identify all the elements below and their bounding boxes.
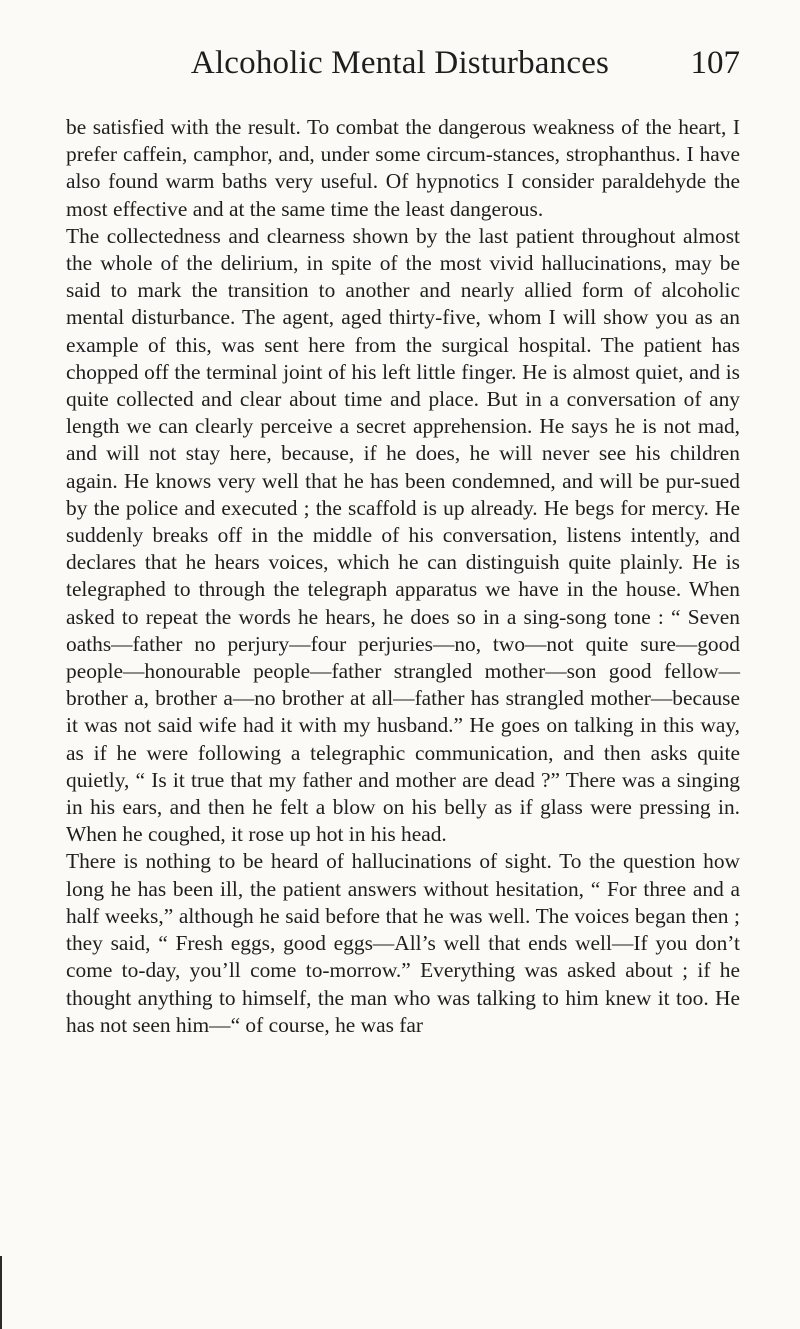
paragraph-3: There is nothing to be heard of hallucinations of sight. To the question how long he has been ill, the patient answers without hesitation, “ For three and a half weeks,” although he said before that he was well. The voices began then ; they said, “ Fresh eggs, good eggs—All’s well that ends well—If you don’t come to-day, you’ll come to-morrow.” Everything was asked about ; if he thought anything to himself, the man who was talking to him knew it too. He has not seen him—“ of course, he was far <box>66 849 740 1037</box>
page-edge-line <box>0 1256 2 1329</box>
running-head <box>60 38 740 88</box>
body-text <box>66 114 740 1039</box>
paragraph-1: be satisfied with the result. To combat the dangerous weakness of the heart, I prefer caffein, camphor, and, under some circum-stances, strophanthus. I have also found warm baths very useful. Of hypnotics I consider paraldehyde the most effective and at the same time the least dangerous. <box>66 115 740 221</box>
page-number: 107 <box>690 45 740 81</box>
paragraph-2: The collectedness and clearness shown by the last patient throughout almost the whole of the delirium, in spite of the most vivid hallucinations, may be said to mark the transition to another and nearly allied form of alcoholic mental disturbance. The agent, aged thirty-five, whom I will show you as an example of this, was sent here from the surgical hospital. The patient has chopped off the terminal joint of his left little finger. He is almost quiet, and is quite collected and clear about time and place. But in a conversation of any length we can clearly perceive a secret apprehension. He says he is not mad, and will not stay here, because, if he does, he will never see his children again. He knows very well that he has been condemned, and will be pur-sued by the police and executed ; the scaffold is up already. He begs for mercy. He suddenly breaks off in the middle of his conversation, listens intently, and declares that he hears voices, which he can distinguish quite plainly. He is telegraphed to through the telegraph apparatus we have in the house. When asked to repeat the words he hears, he does so in a sing-song tone : “ Seven oaths—father no perjury—four perjuries—no, two—not quite sure—good people—honourable people—father strangled mother—son good fellow—brother a, brother a—no brother at all—father has strangled mother—because it was not said wife had it with my husband.” He goes on talking in this way, as if he were following a telegraphic communication, and then asks quite quietly, “ Is it true that my father and mother are dead ?” There was a singing in his ears, and then he felt a blow on his belly as if glass were pressing in. When he coughed, it rose up hot in his head. <box>66 223 740 847</box>
running-title: Alcoholic Mental Disturbances <box>190 45 610 81</box>
